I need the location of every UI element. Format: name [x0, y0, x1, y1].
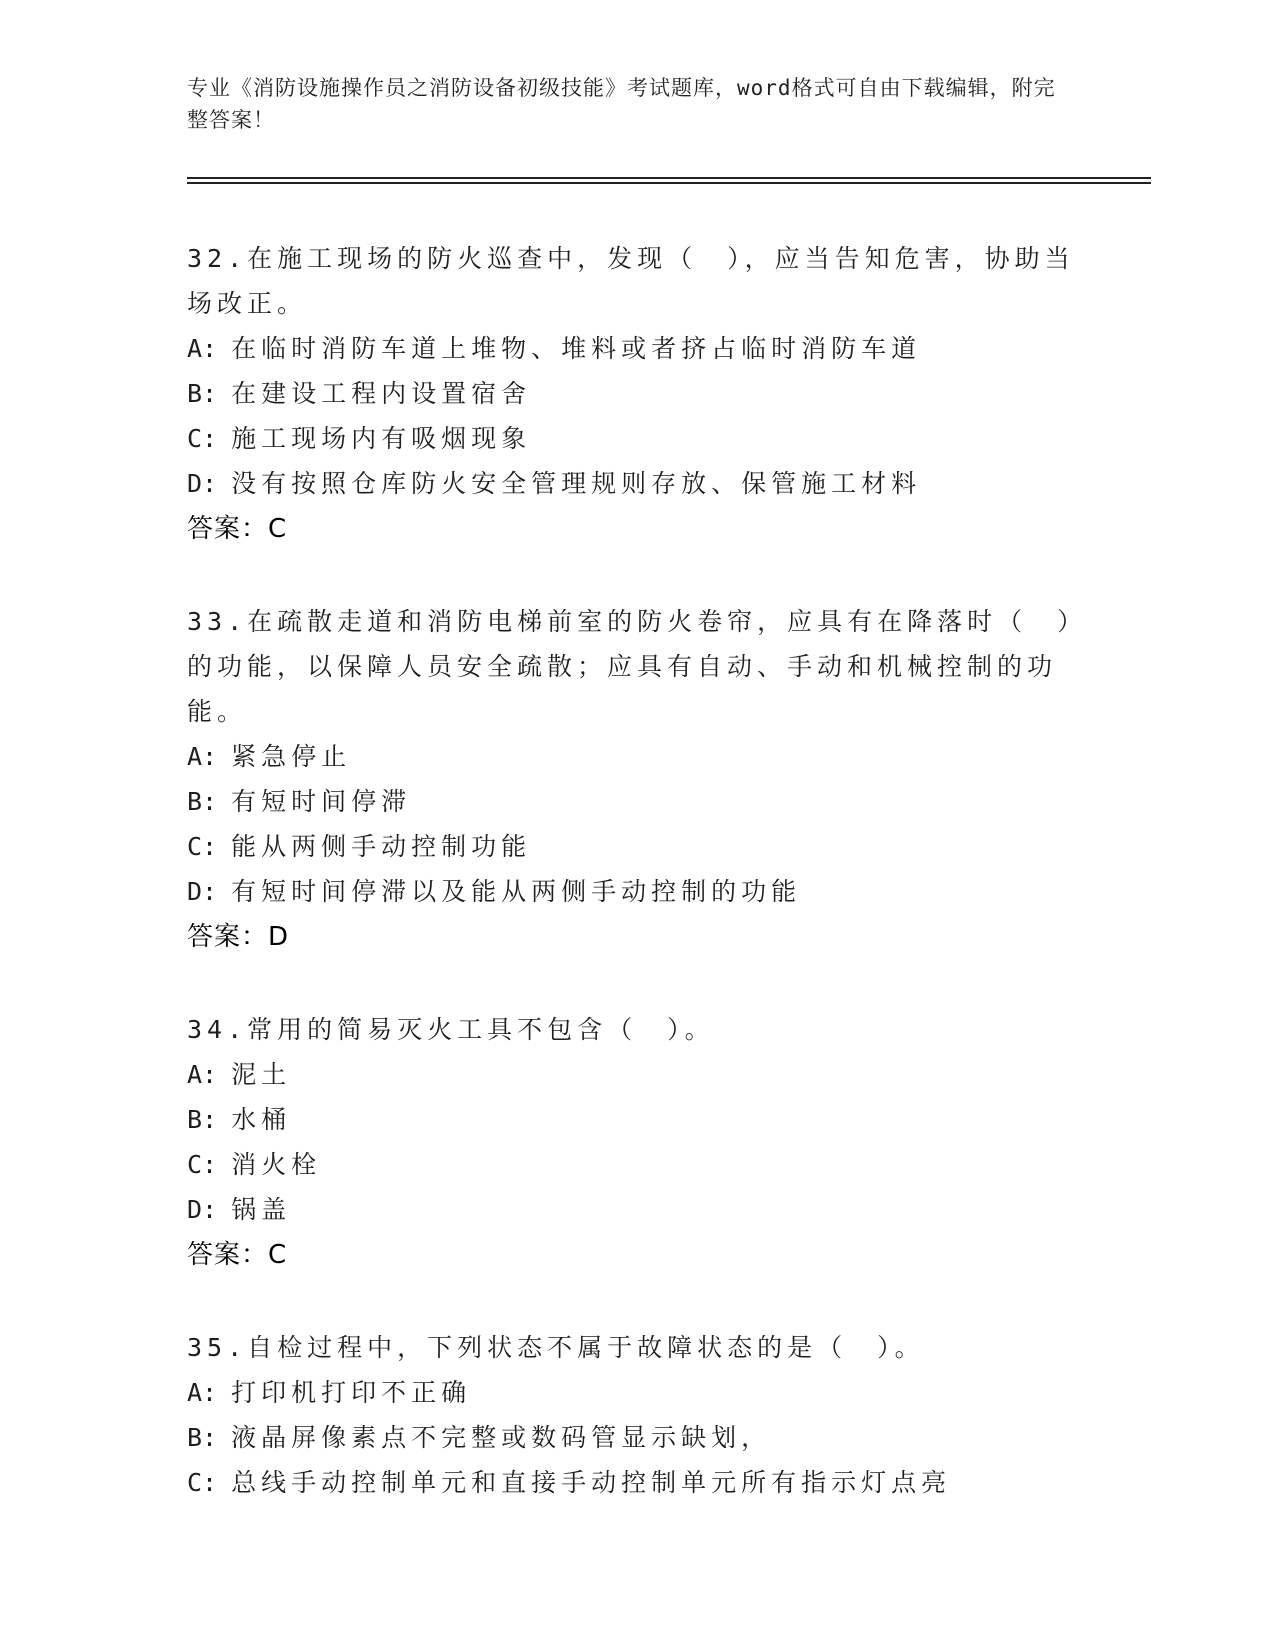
option-text: 打印机打印不正确 — [231, 1378, 472, 1407]
option-text: 在建设工程内设置宿舍 — [231, 379, 532, 408]
question-35 — [187, 1325, 1087, 1505]
option-text: 锅盖 — [231, 1195, 292, 1224]
option-b — [187, 1097, 1087, 1142]
question-33 — [187, 599, 1087, 961]
option-b — [187, 371, 1087, 416]
option-d — [187, 1187, 1087, 1232]
option-text: 能从两侧手动控制功能 — [231, 832, 532, 861]
option-key: D: — [187, 877, 218, 906]
option-text: 在临时消防车道上堆物、堆料或者挤占临时消防车道 — [231, 334, 922, 363]
option-key: C: — [187, 832, 218, 861]
option-text: 液晶屏像素点不完整或数码管显示缺划， — [231, 1423, 772, 1452]
option-text: 总线手动控制单元和直接手动控制单元所有指示灯点亮 — [231, 1468, 952, 1497]
option-key: C: — [187, 1468, 218, 1497]
option-text: 紧急停止 — [231, 742, 352, 771]
header-divider-double — [187, 182, 1151, 184]
option-key: A: — [187, 334, 218, 363]
option-key: D: — [187, 1195, 218, 1224]
option-key: D: — [187, 469, 218, 498]
option-a — [187, 1052, 1087, 1097]
option-key: B: — [187, 787, 218, 816]
option-text: 施工现场内有吸烟现象 — [231, 424, 532, 453]
option-key: C: — [187, 1150, 218, 1179]
option-text: 水桶 — [231, 1105, 292, 1134]
option-text: 有短时间停滞以及能从两侧手动控制的功能 — [231, 877, 802, 906]
question-list — [187, 236, 1087, 1551]
option-key: A: — [187, 1378, 218, 1407]
option-c — [187, 1142, 1087, 1187]
option-key: A: — [187, 1060, 218, 1089]
question-32 — [187, 236, 1087, 553]
option-a — [187, 326, 1087, 371]
question-stem: 35.自检过程中，下列状态不属于故障状态的是（ ）。 — [187, 1333, 925, 1362]
option-c — [187, 824, 1087, 869]
question-34 — [187, 1007, 1087, 1279]
option-text: 消火栓 — [231, 1150, 322, 1179]
option-key: A: — [187, 742, 218, 771]
option-key: B: — [187, 1105, 218, 1134]
question-stem: 34.常用的简易灭火工具不包含（ ）。 — [187, 1015, 715, 1044]
option-a — [187, 734, 1087, 779]
option-text: 泥土 — [231, 1060, 292, 1089]
option-d — [187, 869, 1087, 914]
option-c — [187, 416, 1087, 461]
document-header: 专业《消防设施操作员之消防设备初级技能》考试题库，word格式可自由下载编辑，附完整答案！ — [187, 76, 1056, 132]
option-text: 没有按照仓库防火安全管理规则存放、保管施工材料 — [231, 469, 922, 498]
option-b — [187, 1415, 1087, 1460]
answer-line: 答案：C — [187, 514, 288, 544]
answer-line: 答案：D — [187, 922, 290, 952]
option-key: C: — [187, 424, 218, 453]
answer-line: 答案：C — [187, 1240, 288, 1270]
header-divider — [187, 177, 1151, 179]
option-a — [187, 1370, 1087, 1415]
option-key: B: — [187, 379, 218, 408]
option-d — [187, 461, 1087, 506]
option-key: B: — [187, 1423, 218, 1452]
option-c — [187, 1460, 1087, 1505]
option-b — [187, 779, 1087, 824]
option-text: 有短时间停滞 — [231, 787, 412, 816]
question-stem: 32.在施工现场的防火巡查中，发现（ ），应当告知危害，协助当场改正。 — [187, 244, 1075, 318]
question-stem: 33.在疏散走道和消防电梯前室的防火卷帘，应具有在降落时（ ）的功能，以保障人员安全疏散；应具有自动、手动和机械控制的功能。 — [187, 607, 1075, 726]
